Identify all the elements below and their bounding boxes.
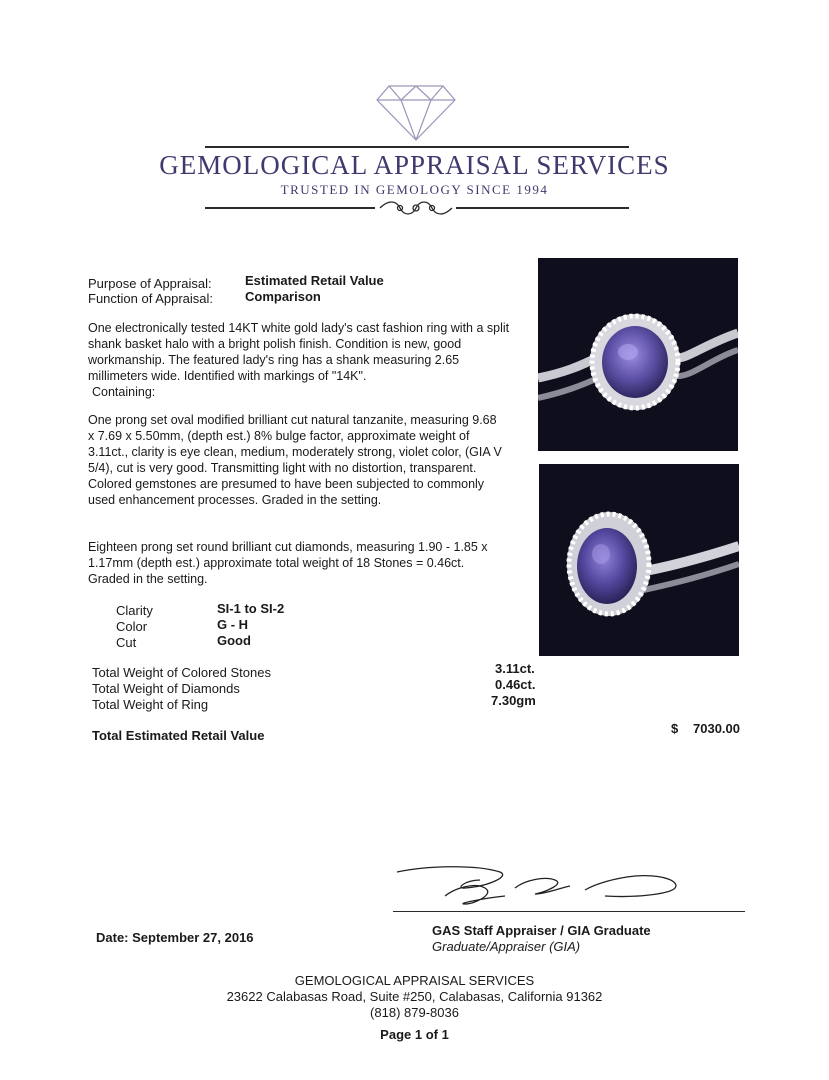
purpose-value: Estimated Retail Value bbox=[245, 273, 384, 288]
ring-photo-bottom bbox=[539, 464, 739, 656]
weight-diamonds-value: 0.46ct. bbox=[495, 677, 536, 692]
weight-diamonds-label: Total Weight of Diamonds bbox=[92, 681, 240, 696]
ring-photo-top bbox=[538, 258, 738, 451]
containing-label: Containing: bbox=[92, 385, 156, 399]
total-currency: $ bbox=[671, 721, 679, 736]
function-label: Function of Appraisal: bbox=[88, 291, 214, 306]
company-tagline: TRUSTED IN GEMOLOGY SINCE 1994 bbox=[280, 182, 549, 197]
grade-cut-label: Cut bbox=[116, 635, 137, 650]
logo-bottom-rule-left bbox=[205, 207, 375, 209]
weight-colored-value: 3.11ct. bbox=[495, 661, 535, 676]
function-value: Comparison bbox=[245, 289, 321, 304]
diamonds-description: Eighteen prong set round brilliant cut diamonds, measuring 1.90 - 1.85 x 1.17mm (depth est.) approximate total weight of 18 Stones = 0.46ct. Graded in the setting. bbox=[88, 540, 488, 586]
ring-description: One electronically tested 14KT white gold lady's cast fashion ring with a split shank basket halo with a bright polish finish. Condition is new, good workmanship. The featured lady's ring has a shank measuring 2.65 millimeters wide. Identified with markings of "14K". bbox=[88, 321, 510, 383]
ring-top-view-icon bbox=[538, 258, 738, 451]
signature-icon bbox=[395, 858, 685, 914]
grade-cut-value: Good bbox=[217, 633, 251, 648]
purpose-label: Purpose of Appraisal: bbox=[88, 276, 212, 291]
weight-ring-value: 7.30gm bbox=[491, 693, 536, 708]
weight-ring-label: Total Weight of Ring bbox=[92, 697, 209, 712]
appraiser-subtitle: Graduate/Appraiser (GIA) bbox=[432, 939, 581, 954]
footer-company: GEMOLOGICAL APPRAISAL SERVICES bbox=[294, 973, 535, 988]
signature-line bbox=[393, 911, 745, 912]
grade-clarity-label: Clarity bbox=[116, 603, 153, 618]
logo-bottom-rule-right bbox=[456, 207, 629, 209]
grade-clarity-value: SI-1 to SI-2 bbox=[217, 601, 285, 616]
grade-color-label: Color bbox=[116, 619, 148, 634]
appraisal-date: Date: September 27, 2016 bbox=[96, 930, 254, 945]
grade-color-value: G - H bbox=[217, 617, 249, 632]
logo-top-rule bbox=[205, 146, 629, 148]
total-amount: 7030.00 bbox=[693, 721, 740, 736]
diamond-logo-icon bbox=[375, 82, 457, 142]
ring-angle-view-icon bbox=[539, 464, 739, 656]
company-name: GEMOLOGICAL APPRAISAL SERVICES bbox=[159, 150, 670, 180]
flourish-ornament-icon bbox=[378, 198, 454, 218]
footer-address: 23622 Calabasas Road, Suite #250, Calabasas, California 91362 bbox=[226, 989, 603, 1004]
weight-colored-label: Total Weight of Colored Stones bbox=[92, 665, 271, 680]
tanzanite-description: One prong set oval modified brilliant cut natural tanzanite, measuring 9.68 x 7.69 x 5.50mm, (depth est.) 8% bulge factor, approximate weight of 3.11ct., clarity is eye clean, medium, moderately strong, violet color, (GIA V 5/4), cut is very good. Transmitting light with no distortion, transparent. Colored gemstones are presumed to have been subjected to commonly used enhancement processes. Graded in the setting. bbox=[88, 413, 502, 507]
page-number: Page 1 of 1 bbox=[380, 1027, 449, 1042]
footer-phone: (818) 879-8036 bbox=[370, 1005, 459, 1020]
total-value-label: Total Estimated Retail Value bbox=[92, 728, 265, 743]
appraiser-title: GAS Staff Appraiser / GIA Graduate bbox=[432, 923, 651, 938]
